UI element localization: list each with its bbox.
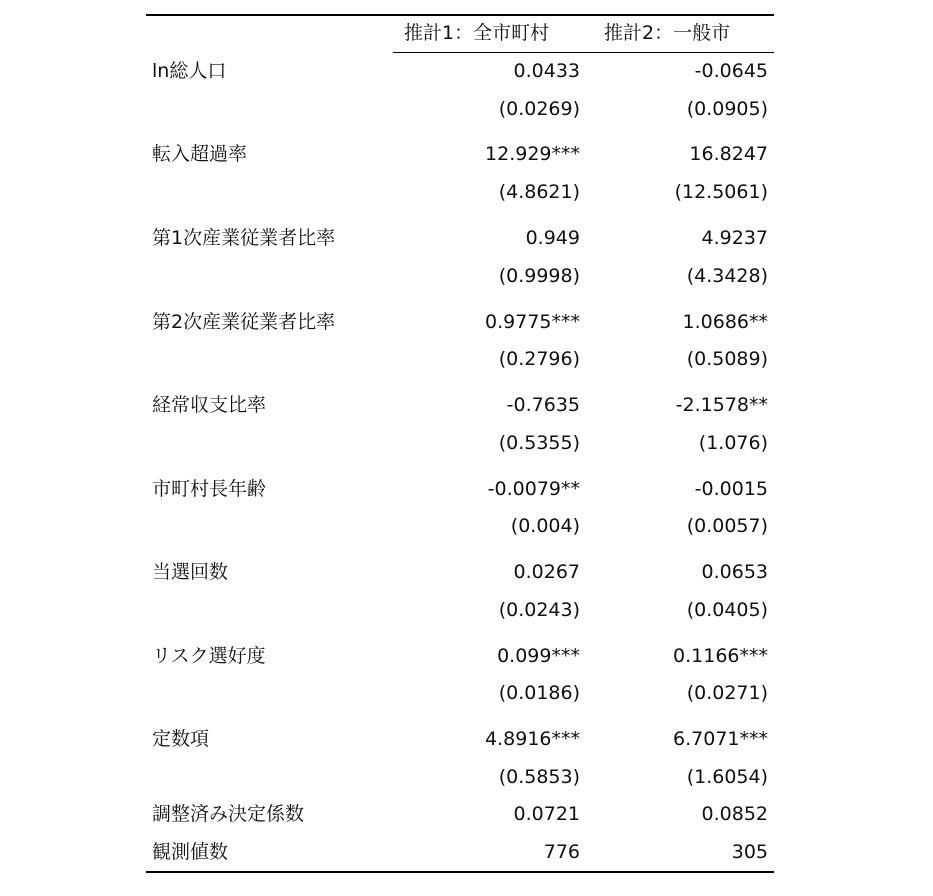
stat-label: 観測値数 bbox=[152, 841, 229, 863]
coef-col1: 0.949 bbox=[525, 227, 580, 249]
header-rule bbox=[393, 52, 774, 53]
se-col2: (1.076) bbox=[698, 432, 768, 454]
coef-col1: -0.0079** bbox=[487, 478, 580, 500]
stat-col2: 0.0852 bbox=[701, 803, 768, 825]
coef-col2: 4.9237 bbox=[701, 227, 768, 249]
coef-col2: 1.0686** bbox=[682, 311, 768, 333]
row-label: 当選回数 bbox=[152, 561, 229, 583]
coef-col1: -0.7635 bbox=[506, 394, 580, 416]
stat-col2: 305 bbox=[731, 841, 768, 863]
header-col2: 推計2：一般市 bbox=[604, 22, 731, 44]
coef-col1: 12.929*** bbox=[485, 143, 580, 165]
se-col1: (0.5355) bbox=[498, 432, 580, 454]
coef-col1: 4.8916*** bbox=[485, 728, 580, 750]
se-col1: (0.0186) bbox=[498, 682, 580, 704]
se-col2: (4.3428) bbox=[686, 265, 768, 287]
row-label: 転入超過率 bbox=[152, 143, 248, 165]
stat-col1: 776 bbox=[543, 841, 580, 863]
coef-col2: -2.1578** bbox=[675, 394, 768, 416]
stat-col1: 0.0721 bbox=[513, 803, 580, 825]
se-col2: (0.0405) bbox=[686, 599, 768, 621]
stat-label: 調整済み決定係数 bbox=[152, 803, 305, 825]
se-col2: (0.0905) bbox=[686, 98, 768, 120]
se-col1: (0.0243) bbox=[498, 599, 580, 621]
se-col1: (4.8621) bbox=[498, 181, 580, 203]
se-col2: (0.0057) bbox=[686, 515, 768, 537]
se-col1: (0.9998) bbox=[498, 265, 580, 287]
se-col2: (0.5089) bbox=[686, 348, 768, 370]
coef-col1: 0.9775*** bbox=[485, 311, 580, 333]
row-label: 市町村長年齢 bbox=[152, 478, 267, 500]
header-col1: 推計1：全市町村 bbox=[404, 22, 550, 44]
se-col2: (1.6054) bbox=[686, 766, 768, 788]
coef-col2: -0.0015 bbox=[694, 478, 768, 500]
se-col1: (0.004) bbox=[510, 515, 580, 537]
coef-col2: 0.1166*** bbox=[673, 645, 768, 667]
coef-col1: 0.0267 bbox=[513, 561, 580, 583]
row-label: 定数項 bbox=[152, 728, 210, 750]
coef-col2: 6.7071*** bbox=[673, 728, 768, 750]
row-label: ln総人口 bbox=[152, 60, 227, 82]
se-col2: (12.5061) bbox=[674, 181, 768, 203]
coef-col2: 0.0653 bbox=[701, 561, 768, 583]
coef-col1: 0.099*** bbox=[497, 645, 580, 667]
row-label: 第1次産業従業者比率 bbox=[152, 227, 336, 249]
row-label: 経常収支比率 bbox=[152, 394, 267, 416]
coef-col1: 0.0433 bbox=[513, 60, 580, 82]
se-col1: (0.2796) bbox=[498, 348, 580, 370]
row-label: リスク選好度 bbox=[152, 645, 266, 667]
se-col1: (0.0269) bbox=[498, 98, 580, 120]
se-col1: (0.5853) bbox=[498, 766, 580, 788]
se-col2: (0.0271) bbox=[686, 682, 768, 704]
top-rule bbox=[146, 14, 774, 16]
row-label: 第2次産業従業者比率 bbox=[152, 311, 336, 333]
coef-col2: -0.0645 bbox=[694, 60, 768, 82]
coef-col2: 16.8247 bbox=[689, 143, 768, 165]
bottom-rule bbox=[146, 871, 774, 873]
